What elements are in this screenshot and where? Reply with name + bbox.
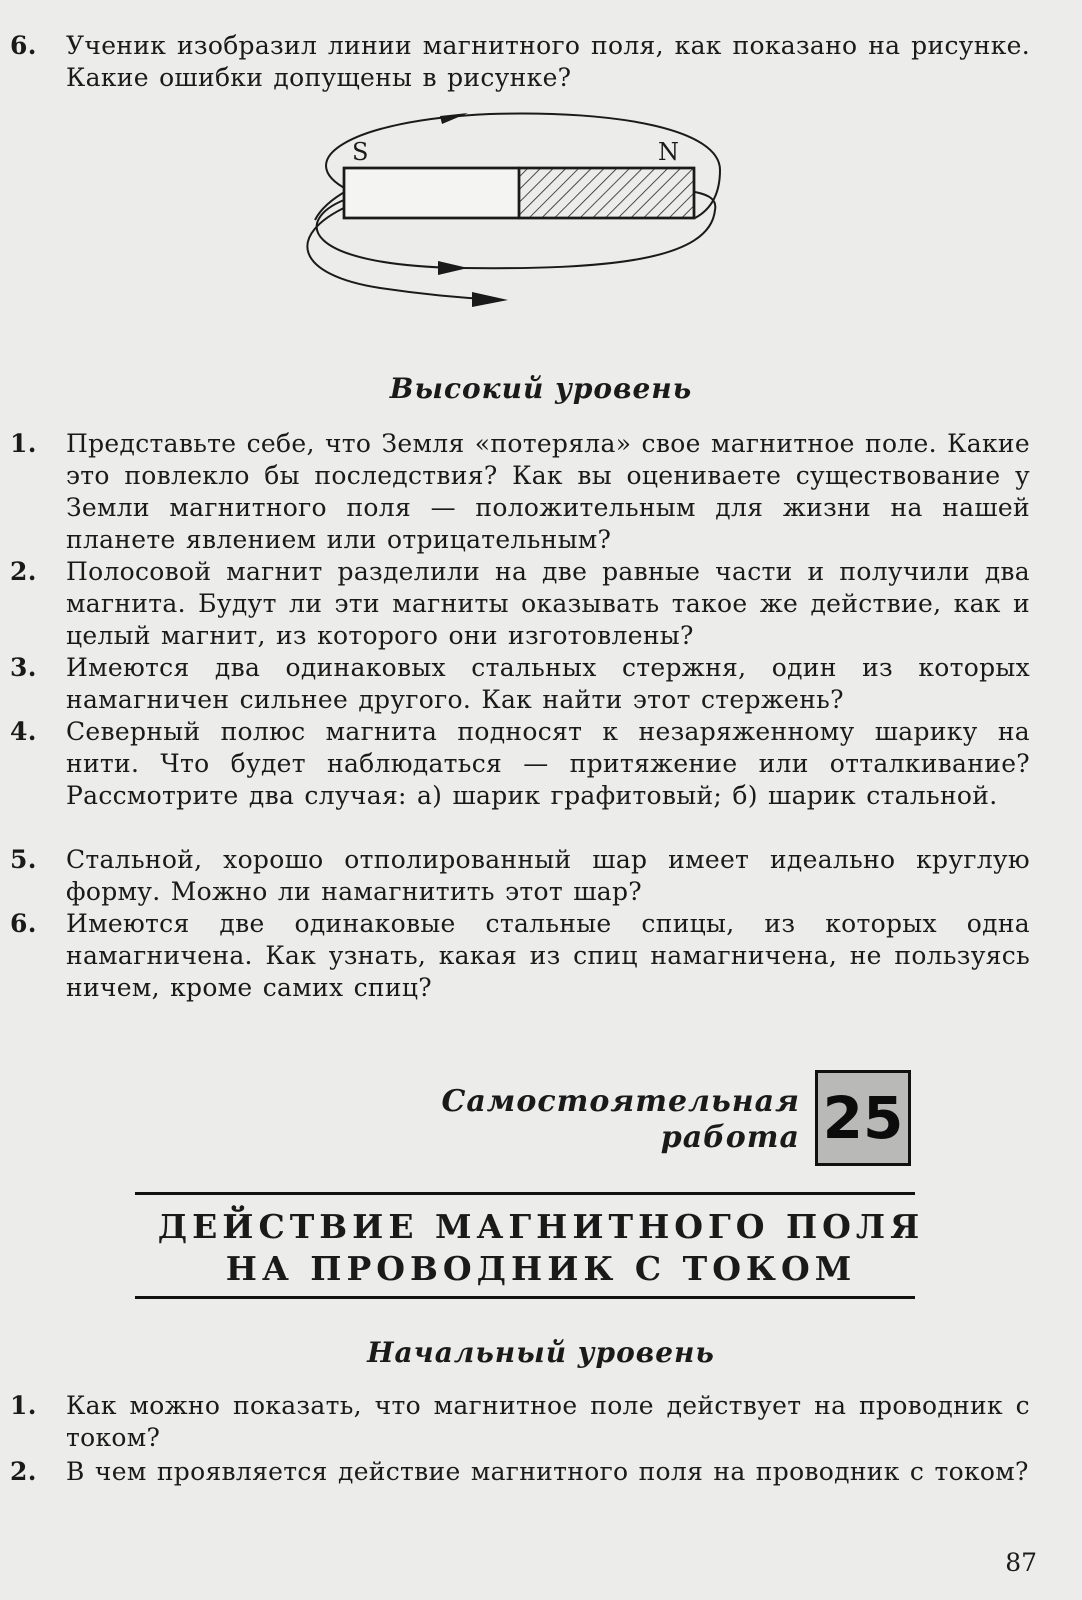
- question-text: Как можно показать, что магнитное поле действует на проводник с током?: [66, 1391, 1030, 1452]
- arrow-bottom-inner: [438, 261, 468, 275]
- initial-level-heading: Начальный уровень: [367, 1336, 715, 1369]
- topic-title-line2: НА ПРОВОДНИК С ТОКОМ: [225, 1249, 857, 1288]
- high-question-6: [10, 908, 1030, 1004]
- field-line-bottom-outer: [307, 206, 500, 300]
- arrow-top: [440, 113, 468, 124]
- independent-work-label-line2: работа: [660, 1120, 800, 1155]
- arrow-bottom-outer: [472, 292, 508, 307]
- high-question-1: [10, 428, 1030, 556]
- topic-title-line1: ДЕЙСТВИЕ МАГНИТНОГО ПОЛЯ: [157, 1207, 925, 1246]
- question-number: 5.: [10, 845, 37, 874]
- title-rule-bottom: [135, 1296, 915, 1299]
- initial-question-1: [10, 1390, 1030, 1454]
- question-number: 6.: [10, 31, 37, 60]
- magnet-south-half: [344, 168, 519, 218]
- magnet-field-figure: [290, 100, 740, 320]
- independent-work-label: [441, 1084, 800, 1156]
- north-pole-label: N: [658, 138, 679, 166]
- question-text: Имеются два одинаковых стальных стержня, один из которых намагничен сильнее другого. Как найти этот стержень?: [66, 653, 1030, 714]
- high-question-3: [10, 652, 1030, 716]
- question-prev-6: [10, 30, 1030, 94]
- high-question-5: [10, 844, 1030, 908]
- question-text: Полосовой магнит разделили на две равные части и получили два магнита. Будут ли эти магниты оказывать такое же действие, как и целый магнит, из которого они изготовлены?: [66, 557, 1030, 650]
- independent-work-number-badge: 25: [815, 1070, 911, 1166]
- question-text: Имеются две одинаковые стальные спицы, из которых одна намагничена. Как узнать, какая из спиц намагничена, не пользуясь ничем, кроме самих спиц?: [66, 909, 1030, 1002]
- high-question-2: [10, 556, 1030, 652]
- independent-work-label-line1: Самостоятельная: [441, 1084, 800, 1119]
- question-number: 3.: [10, 653, 37, 682]
- question-text: В чем проявляется действие магнитного поля на проводник с током?: [66, 1457, 1029, 1486]
- question-text: Представьте себе, что Земля «потеряла» свое магнитное поле. Какие это повлекло бы последствия? Как вы оцениваете существование у Земли магнитного поля — положительным для жизни на нашей планете явлением или отрицательным?: [66, 429, 1030, 554]
- question-number: 1.: [10, 1391, 37, 1420]
- question-number: 2.: [10, 557, 37, 586]
- question-number: 2.: [10, 1457, 37, 1486]
- magnet-north-half: [519, 168, 694, 218]
- question-text: Ученик изобразил линии магнитного поля, как показано на рисунке. Какие ошибки допущены в рисунке?: [66, 31, 1030, 92]
- initial-question-2: [10, 1456, 1030, 1488]
- question-text: Стальной, хорошо отполированный шар имеет идеально круглую форму. Можно ли намагнитить этот шар?: [66, 845, 1030, 906]
- page-number: 87: [1005, 1548, 1037, 1577]
- high-level-heading: Высокий уровень: [389, 372, 693, 405]
- question-number: 6.: [10, 909, 37, 938]
- title-rule-top: [135, 1192, 915, 1195]
- high-question-4: [10, 716, 1030, 812]
- south-pole-label: S: [352, 138, 369, 166]
- question-number: 1.: [10, 429, 37, 458]
- question-text: Северный полюс магнита подносят к незаряженному шарику на нити. Что будет наблюдаться — притяжение или отталкивание? Рассмотрите два случая: а) шарик графитовый; б) шарик стальной.: [66, 717, 1030, 810]
- question-number: 4.: [10, 717, 37, 746]
- topic-title: [0, 1206, 1082, 1290]
